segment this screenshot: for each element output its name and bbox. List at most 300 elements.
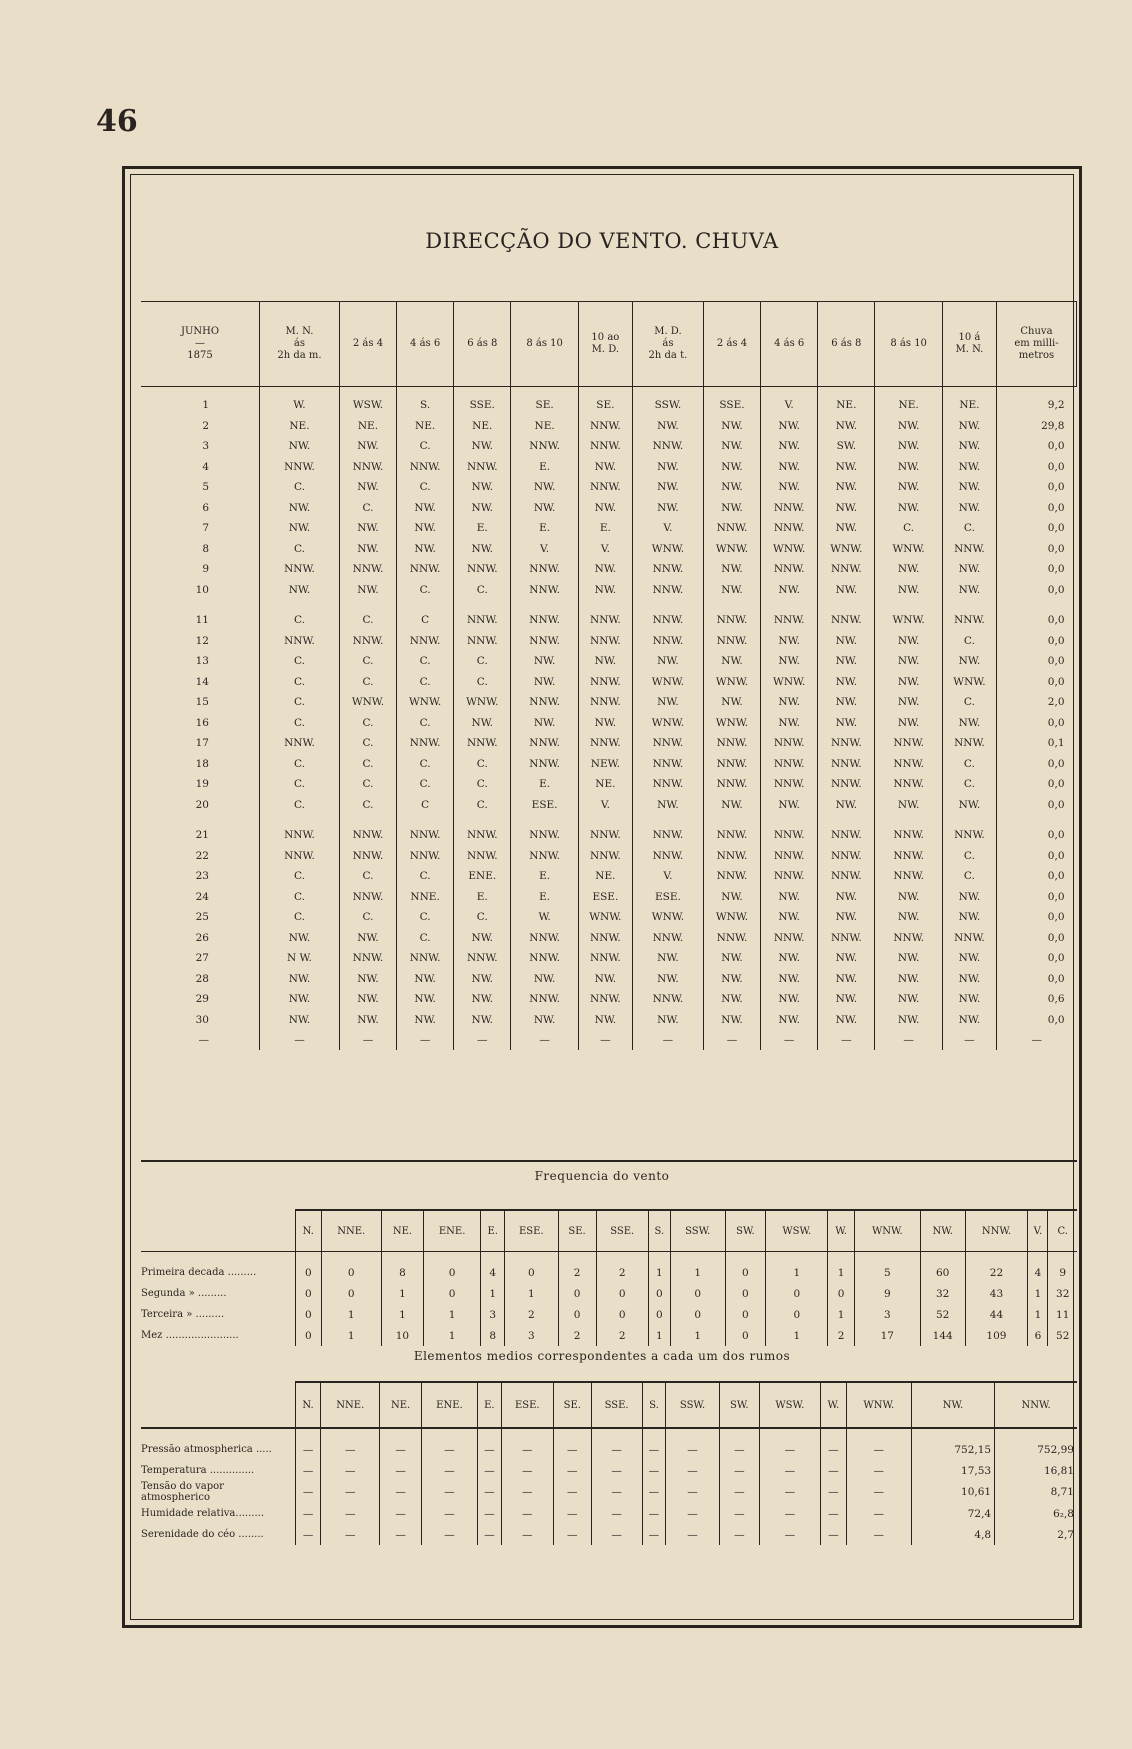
table-row [141,928,1077,949]
year-label: 1875 [187,350,213,361]
wind-cell: NW. [818,518,875,539]
elements-value: — [642,1460,666,1481]
elements-value: — [719,1481,759,1503]
day-cell: 13 [195,655,209,668]
column-header-line: ás [662,338,674,349]
elements-direction-header: NNE. [321,1382,380,1428]
wind-cell: NNW. [632,559,703,580]
wind-cell: NW. [578,969,632,990]
frequency-value: 3 [481,1304,505,1325]
wind-cell: NW. [339,539,396,560]
wind-cell: NW. [454,539,511,560]
elements-value: — [642,1503,666,1524]
wind-cell: C. [260,477,340,498]
day-cell: 25 [195,911,209,924]
frequency-value: 0 [321,1283,381,1304]
wind-cell: C. [339,907,396,928]
elements-direction-header: SW. [719,1382,759,1428]
frequency-value: 32 [1048,1283,1077,1304]
wind-cell: SSE. [703,387,760,416]
wind-cell: NW. [942,989,996,1010]
wind-cell: NW. [703,559,760,580]
wind-cell: C. [339,651,396,672]
frequency-row-label: Segunda » ......... [141,1288,227,1299]
day-cell: 5 [202,481,209,494]
wind-cell: NNW. [761,815,818,846]
rain-cell: 0,0 [996,713,1076,734]
column-header-line: ás [293,338,305,349]
wind-cell: NNW. [632,989,703,1010]
dash-cell: — [942,1030,996,1050]
wind-cell: NW. [818,795,875,816]
wind-cell: SE. [578,387,632,416]
wind-cell: NW. [703,457,760,478]
elements-value: — [321,1524,380,1545]
wind-cell: NW. [875,795,942,816]
column-header-line: 2 ás 4 [716,338,748,349]
elements-value: — [820,1524,846,1545]
wind-cell: NNW. [818,733,875,754]
wind-cell: C. [339,774,396,795]
wind-cell: C. [397,477,454,498]
wind-cell: V. [578,539,632,560]
wind-cell: C. [397,651,454,672]
elements-direction-header: WNW. [846,1382,911,1428]
frequency-value: 3 [505,1325,558,1346]
frequency-value: 1 [1028,1283,1048,1304]
elements-value: — [501,1428,553,1460]
elements-direction-header: S. [642,1382,666,1428]
frequency-value: 1 [648,1252,670,1284]
wind-cell: NW. [875,907,942,928]
wind-cell: NW. [942,1010,996,1031]
day-cell: 26 [195,931,209,944]
column-header-line: 6 ás 8 [831,338,862,349]
wind-cell: NW. [454,1010,511,1031]
elements-value: — [478,1428,502,1460]
column-header [339,302,396,387]
day-cell: 1 [202,399,209,412]
frequency-value: 0 [670,1283,725,1304]
elements-value: — [591,1460,642,1481]
dash-cell: — [818,1030,875,1050]
elements-value: — [820,1503,846,1524]
frequency-title: Frequencia do vento [534,1169,670,1183]
rain-cell: 0,0 [996,672,1076,693]
day-cell: 16 [195,716,209,729]
wind-cell: NW. [942,713,996,734]
wind-cell: E. [511,887,578,908]
wind-cell: NW. [339,928,396,949]
wind-cell: NNW. [818,754,875,775]
wind-cell: NW. [818,651,875,672]
rain-cell: 0,0 [996,866,1076,887]
frequency-value: 10 [381,1325,423,1346]
wind-cell: NE. [260,416,340,437]
elements-value: — [380,1428,421,1460]
wind-cell: C. [260,795,340,816]
frequency-direction-header: C. [1048,1210,1077,1252]
frequency-direction-header: NNE. [321,1210,381,1252]
wind-cell: NNW. [454,600,511,631]
wind-cell: NW. [339,518,396,539]
frequency-value: 52 [920,1304,965,1325]
month-header [141,302,260,387]
wind-cell: V. [511,539,578,560]
wind-cell: C. [942,518,996,539]
elements-value: 4,8 [911,1524,994,1545]
wind-cell: WSW. [339,387,396,416]
wind-cell: NNW. [761,600,818,631]
wind-cell: NNW. [942,600,996,631]
elements-value: — [321,1481,380,1503]
dash-cell: — [996,1030,1076,1050]
frequency-direction-header: ENE. [423,1210,480,1252]
frequency-header-row [141,1210,1077,1252]
table-row [141,713,1077,734]
wind-cell: WNW. [632,672,703,693]
wind-cell: E. [578,518,632,539]
wind-cell: NNW. [454,815,511,846]
rain-cell: 0,0 [996,457,1076,478]
wind-cell: NW. [818,969,875,990]
column-header-line: M. N. [285,326,314,337]
elements-value: — [846,1524,911,1545]
wind-cell: NNW. [339,948,396,969]
frequency-value: 0 [558,1283,596,1304]
wind-cell: C. [260,866,340,887]
frequency-value: 52 [1048,1325,1077,1346]
elements-row-label: Humidade relativa......... [141,1508,264,1519]
wind-cell: NW. [703,436,760,457]
wind-cell: E. [511,774,578,795]
wind-cell: NNW. [397,631,454,652]
wind-cell: NW. [942,887,996,908]
day-cell: 27 [195,952,209,965]
wind-cell: NNW. [260,559,340,580]
wind-cell: NW. [942,477,996,498]
wind-cell: NW. [875,436,942,457]
wind-cell: NNW. [578,436,632,457]
wind-cell: C. [397,928,454,949]
rain-cell: 0,0 [996,600,1076,631]
wind-cell: NNW. [761,774,818,795]
table-row [141,692,1077,713]
frequency-value: 1 [381,1283,423,1304]
wind-cell: NW. [818,416,875,437]
elements-value: 2,7 [995,1524,1077,1545]
wind-cell: NNW. [632,928,703,949]
wind-cell: NW. [875,651,942,672]
day-cell: 17 [195,737,209,750]
rain-cell: 0,0 [996,539,1076,560]
wind-cell: NNW. [454,948,511,969]
frequency-value: 1 [321,1304,381,1325]
wind-cell: NW. [260,498,340,519]
elements-value: — [321,1503,380,1524]
wind-cell: NW. [632,651,703,672]
wind-cell: C. [260,887,340,908]
elements-value: — [478,1460,502,1481]
wind-cell: NNW. [703,866,760,887]
frequency-value: 0 [725,1252,766,1284]
wind-cell: V. [578,795,632,816]
wind-cell: E. [511,457,578,478]
elements-value: 6₂,8 [995,1503,1077,1524]
table-row [141,600,1077,631]
wind-cell: NW. [761,580,818,601]
elements-value: — [554,1503,592,1524]
day-cell: 21 [195,829,209,842]
wind-cell: NW. [942,436,996,457]
frequency-value: 1 [1028,1304,1048,1325]
frequency-value: 0 [423,1283,480,1304]
wind-cell: NNW. [703,774,760,795]
wind-cell: NW. [942,795,996,816]
frequency-value: 1 [505,1283,558,1304]
wind-cell: NW. [578,498,632,519]
wind-cell: W. [260,387,340,416]
wind-cell: WNW. [761,672,818,693]
frequency-value: 0 [725,1304,766,1325]
dash-cell: — [632,1030,703,1050]
wind-cell: NW. [260,518,340,539]
wind-cell: NW. [339,1010,396,1031]
wind-cell: NNW. [761,754,818,775]
wind-cell: NW. [632,948,703,969]
wind-cell: NNW. [397,733,454,754]
elements-value: — [846,1481,911,1503]
wind-cell: C. [339,733,396,754]
table-row [141,477,1077,498]
table-row [141,907,1077,928]
elements-value: — [759,1428,820,1460]
wind-cell: C [397,795,454,816]
page-number: 46 [96,104,138,139]
wind-cell: NW. [942,580,996,601]
elements-direction-header: SE. [554,1382,592,1428]
elements-value: — [554,1481,592,1503]
table-row [141,795,1077,816]
wind-cell: NW. [942,969,996,990]
wind-cell: NW. [942,457,996,478]
wind-cell: NW. [875,672,942,693]
wind-cell: NNW. [578,815,632,846]
wind-cell: NNW. [511,733,578,754]
wind-cell: NNW. [761,498,818,519]
wind-cell: NNW. [632,580,703,601]
column-header-line: 4 ás 6 [774,338,805,349]
frequency-value: 1 [423,1304,480,1325]
wind-cell: WNW. [397,692,454,713]
elements-value: — [501,1524,553,1545]
wind-cell: NW. [632,692,703,713]
column-header-line: 10 ao [591,332,620,343]
wind-cell: NW. [260,989,340,1010]
elements-value: — [421,1503,477,1524]
wind-cell: NW. [818,457,875,478]
wind-cell: NNW. [632,631,703,652]
wind-cell: NNW. [397,457,454,478]
table-row [141,733,1077,754]
wind-cell: NW. [818,631,875,652]
elements-value: — [642,1428,666,1460]
column-header [875,302,942,387]
frequency-row-label: Terceira » ......... [141,1309,225,1320]
elements-corner [141,1382,296,1428]
frequency-value: 22 [965,1252,1028,1284]
wind-cell: WNW. [703,539,760,560]
wind-cell: C. [260,672,340,693]
wind-cell: NNW. [511,928,578,949]
frequency-direction-header: NE. [381,1210,423,1252]
wind-cell: NNW. [761,846,818,867]
wind-cell: NW. [454,989,511,1010]
wind-cell: NW. [761,692,818,713]
wind-cell: NNW. [397,948,454,969]
elements-value: — [321,1460,380,1481]
day-cell: 8 [202,542,209,555]
wind-cell: V. [632,866,703,887]
frequency-value: 1 [321,1325,381,1346]
wind-cell: NW. [818,713,875,734]
rain-cell: 29,8 [996,416,1076,437]
wind-cell: NNW. [578,416,632,437]
elements-direction-header: NE. [380,1382,421,1428]
wind-cell: NW. [761,477,818,498]
dash-cell: — [578,1030,632,1050]
wind-cell: NW. [761,631,818,652]
rain-cell: 9,2 [996,387,1076,416]
wind-cell: NW. [703,948,760,969]
wind-cell: NNW. [875,774,942,795]
elements-value: — [296,1524,321,1545]
elements-value: — [380,1481,421,1503]
wind-cell: NNW. [339,815,396,846]
elements-value: — [591,1524,642,1545]
frequency-row [141,1283,1077,1304]
wind-cell: NW. [761,1010,818,1031]
wind-cell: WNW. [818,539,875,560]
dash-cell: — [454,1030,511,1050]
wind-cell: NW. [875,580,942,601]
elements-row [141,1503,1077,1524]
wind-cell: E. [454,887,511,908]
wind-cell: C. [397,866,454,887]
wind-cell: NNW. [578,631,632,652]
wind-cell: NE. [578,774,632,795]
wind-cell: NNW. [511,989,578,1010]
rain-cell: 0,0 [996,928,1076,949]
wind-cell: NW. [942,907,996,928]
wind-cell: C. [397,907,454,928]
wind-cell: NW. [454,498,511,519]
frequency-value: 2 [505,1304,558,1325]
frequency-value: 1 [766,1325,828,1346]
frequency-value: 17 [854,1325,920,1346]
wind-cell: NNW. [632,815,703,846]
wind-cell: NNW. [578,672,632,693]
day-cell: 2 [202,419,209,432]
frequency-direction-header: SSE. [596,1210,648,1252]
frequency-value: 0 [558,1304,596,1325]
wind-cell: SE. [511,387,578,416]
frequency-corner [141,1210,296,1252]
rain-cell: 0,0 [996,436,1076,457]
frequency-value: 0 [828,1283,854,1304]
frequency-value: 2 [828,1325,854,1346]
elements-value: — [478,1503,502,1524]
frequency-value: 8 [481,1325,505,1346]
wind-cell: NNW. [511,692,578,713]
frequency-value: 0 [296,1252,322,1284]
rain-cell: 0,0 [996,795,1076,816]
wind-cell: WNW. [578,907,632,928]
column-header-line: 2h da t. [648,350,688,361]
wind-cell: NNW. [632,600,703,631]
wind-cell: NNW. [875,846,942,867]
frequency-direction-header: W. [828,1210,854,1252]
wind-cell: NNW. [875,928,942,949]
frequency-value: 109 [965,1325,1028,1346]
table-row [141,887,1077,908]
wind-cell: C. [942,774,996,795]
elements-value: — [591,1503,642,1524]
column-header [578,302,632,387]
wind-cell: NW. [761,436,818,457]
elements-value: — [719,1428,759,1460]
frequency-value: 0 [725,1283,766,1304]
table-row [141,457,1077,478]
section-divider [141,1160,1077,1162]
wind-cell: C. [942,866,996,887]
wind-cell: NNW. [339,887,396,908]
wind-cell: NW. [511,651,578,672]
rain-cell: 0,0 [996,1010,1076,1031]
column-header [511,302,578,387]
wind-cell: NNW. [511,948,578,969]
frequency-direction-header: E. [481,1210,505,1252]
wind-cell: NW. [339,969,396,990]
wind-cell: NNW. [511,846,578,867]
rain-cell: 0,0 [996,631,1076,652]
wind-cell: E. [454,518,511,539]
frequency-value: 44 [965,1304,1028,1325]
wind-cell: NW. [397,969,454,990]
day-cell: 15 [195,696,209,709]
wind-cell: ENE. [454,866,511,887]
elements-value: — [666,1481,720,1503]
wind-cell: NNW. [454,733,511,754]
wind-cell: NW. [761,969,818,990]
wind-cell: C. [260,692,340,713]
frequency-value: 2 [558,1325,596,1346]
wind-cell: NNW. [942,815,996,846]
elements-table [141,1381,1077,1545]
wind-cell: NW. [818,692,875,713]
elements-value: — [554,1524,592,1545]
frequency-value: 0 [648,1283,670,1304]
elements-row [141,1460,1077,1481]
wind-cell: NE. [942,387,996,416]
wind-cell: NNW. [511,580,578,601]
frequency-direction-header: SSW. [670,1210,725,1252]
wind-cell: NW. [875,498,942,519]
frequency-value: 1 [828,1304,854,1325]
elements-value: — [421,1460,477,1481]
wind-cell: WNW. [703,672,760,693]
column-header-line: metros [1018,350,1055,361]
